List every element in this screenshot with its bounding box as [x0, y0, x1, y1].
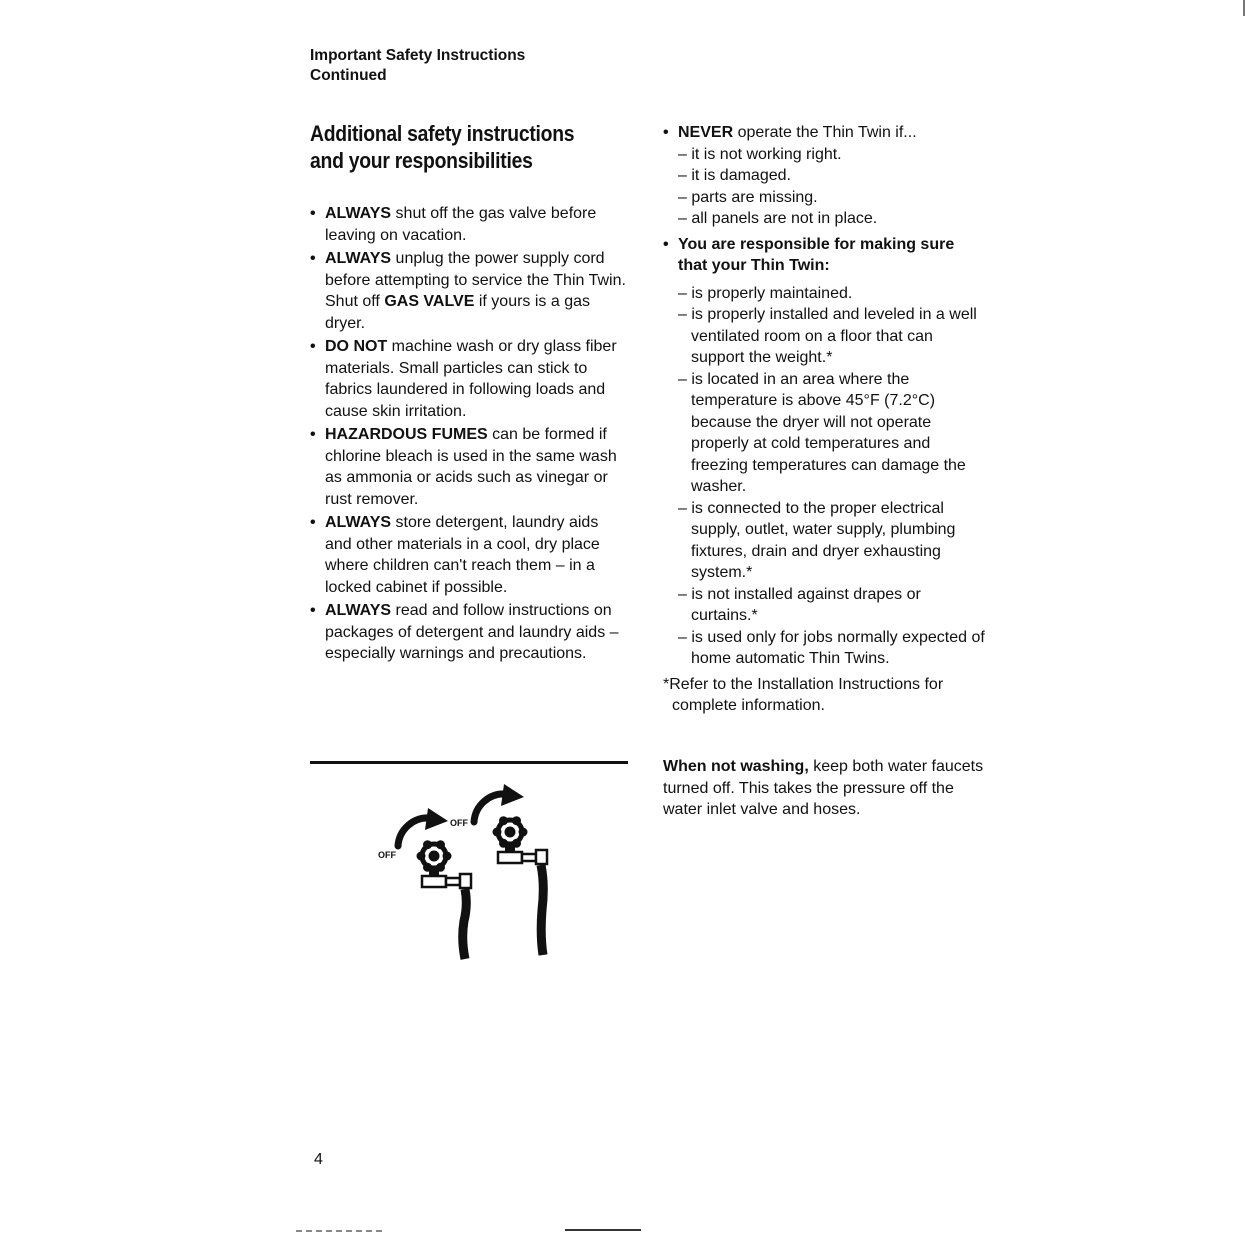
bullet-item: [663, 122, 987, 230]
bullet-item: [310, 248, 628, 334]
bullet-marker: •: [663, 124, 669, 141]
bullet-marker: •: [310, 205, 316, 222]
page-header: [310, 46, 525, 86]
header-line1: Important Safety Instructions: [310, 47, 526, 64]
bullet-marker: •: [310, 514, 316, 531]
bullet-text: NEVER operate the Thin Twin if... – it is not working right. – it is damaged. – parts are missing. – all panels are not in place.: [678, 122, 987, 230]
left-bullet-list: [310, 203, 628, 667]
bullet-marker: •: [310, 602, 316, 619]
hose-left-icon: [463, 889, 467, 959]
section-heading: [310, 120, 574, 174]
bullet-item: [663, 234, 987, 670]
sub-item: – is not installed against drapes or curtains.*: [678, 585, 921, 624]
bullet-item: [310, 336, 628, 422]
sub-item: – all panels are not in place.: [678, 210, 878, 227]
when-not-washing-paragraph: When not washing, keep both water faucets turned off. This takes the pressure off the water inlet valve and hoses.: [663, 758, 984, 818]
scan-artifact-bottom-line: [565, 1229, 641, 1231]
bullet-text: You are responsible for making sure that your Thin Twin: – is properly maintained. – is properly installed and leveled in a well ventilated room on a floor that can support the weight.* – is located in an area where the temperature is above 45°F (7.2°C) because the dryer will not operate properly at cold temperatures and freezing temperatures can damage the washer. – is connected to the proper electrical supply, outlet, water supply, plumbing fixtures, drain and dryer exhausting system.* – is not installed against drapes or curtains.* – is used only for jobs normally expected of home automatic Thin Twins.: [678, 234, 987, 670]
hose-right-icon: [541, 865, 543, 955]
bullet-item: [310, 512, 628, 598]
bullet-text: ALWAYS read and follow instructions on packages of detergent and laundry aids – especially warnings and precautions.: [325, 602, 619, 662]
turn-arrow-right-head-icon: [501, 784, 524, 806]
scan-artifact-top-right: [1243, 0, 1245, 16]
sub-item: – is properly installed and leveled in a well ventilated room on a floor that can support the weight.*: [678, 306, 977, 366]
bullet-text: ALWAYS unplug the power supply cord before attempting to service the Thin Twin. Shut off GAS VALVE if yours is a gas dryer.: [325, 250, 626, 332]
section-heading-line2: and your responsibilities: [310, 148, 533, 173]
faucet-left: [398, 808, 471, 959]
right-column: [663, 122, 987, 717]
bullet-marker: •: [310, 338, 316, 355]
sub-item: – is properly maintained.: [678, 284, 853, 302]
sub-item: – it is not working right.: [678, 145, 842, 163]
bullet-item: [310, 600, 628, 665]
right-bullet-list: [663, 122, 987, 670]
faucet-illustration: [372, 778, 582, 968]
sub-item: – parts are missing.: [678, 188, 818, 206]
faucet-right: [474, 784, 547, 955]
sub-item: – is connected to the proper electrical supply, outlet, water supply, plumbing fixtures, drain and dryer exhausting system.*: [678, 499, 956, 581]
off-label-left: OFF: [378, 850, 396, 860]
scan-artifact-bottom-dashes: [296, 1230, 382, 1232]
bullet-text: HAZARDOUS FUMES can be formed if chlorine bleach is used in the same wash as ammonia or acids such as vinegar or rust remover.: [325, 426, 617, 508]
page-number: 4: [314, 1151, 323, 1168]
header-line2: Continued: [310, 67, 387, 84]
bullet-item: [310, 203, 628, 246]
bullet-text: DO NOT machine wash or dry glass fiber materials. Small particles can stick to fabrics laundered in following loads and cause skin irritation.: [325, 338, 617, 420]
sub-item: – is located in an area where the temperature is above 45°F (7.2°C) because the dryer will not operate properly at cold temperatures and freezing temperatures can damage the washer.: [678, 370, 966, 495]
bullet-text: ALWAYS store detergent, laundry aids and other materials in a cool, dry place where children can't reach them – in a locked cabinet if possible.: [325, 514, 600, 596]
bullet-item: [310, 424, 628, 510]
bullet-marker: •: [310, 426, 316, 443]
bullet-marker: •: [663, 235, 669, 253]
divider-rule: [310, 761, 628, 764]
bullet-marker: •: [310, 250, 316, 267]
off-label-right: OFF: [450, 818, 468, 828]
bullet-text: ALWAYS shut off the gas valve before leaving on vacation.: [325, 205, 597, 244]
sub-item: – it is damaged.: [678, 167, 791, 184]
footnote: *Refer to the Installation Instructions for complete information.: [663, 675, 944, 714]
sub-item: – is used only for jobs normally expected of home automatic Thin Twins.: [678, 628, 985, 667]
section-heading-line1: Additional safety instructions: [310, 121, 575, 146]
turn-arrow-left-head-icon: [425, 808, 448, 830]
